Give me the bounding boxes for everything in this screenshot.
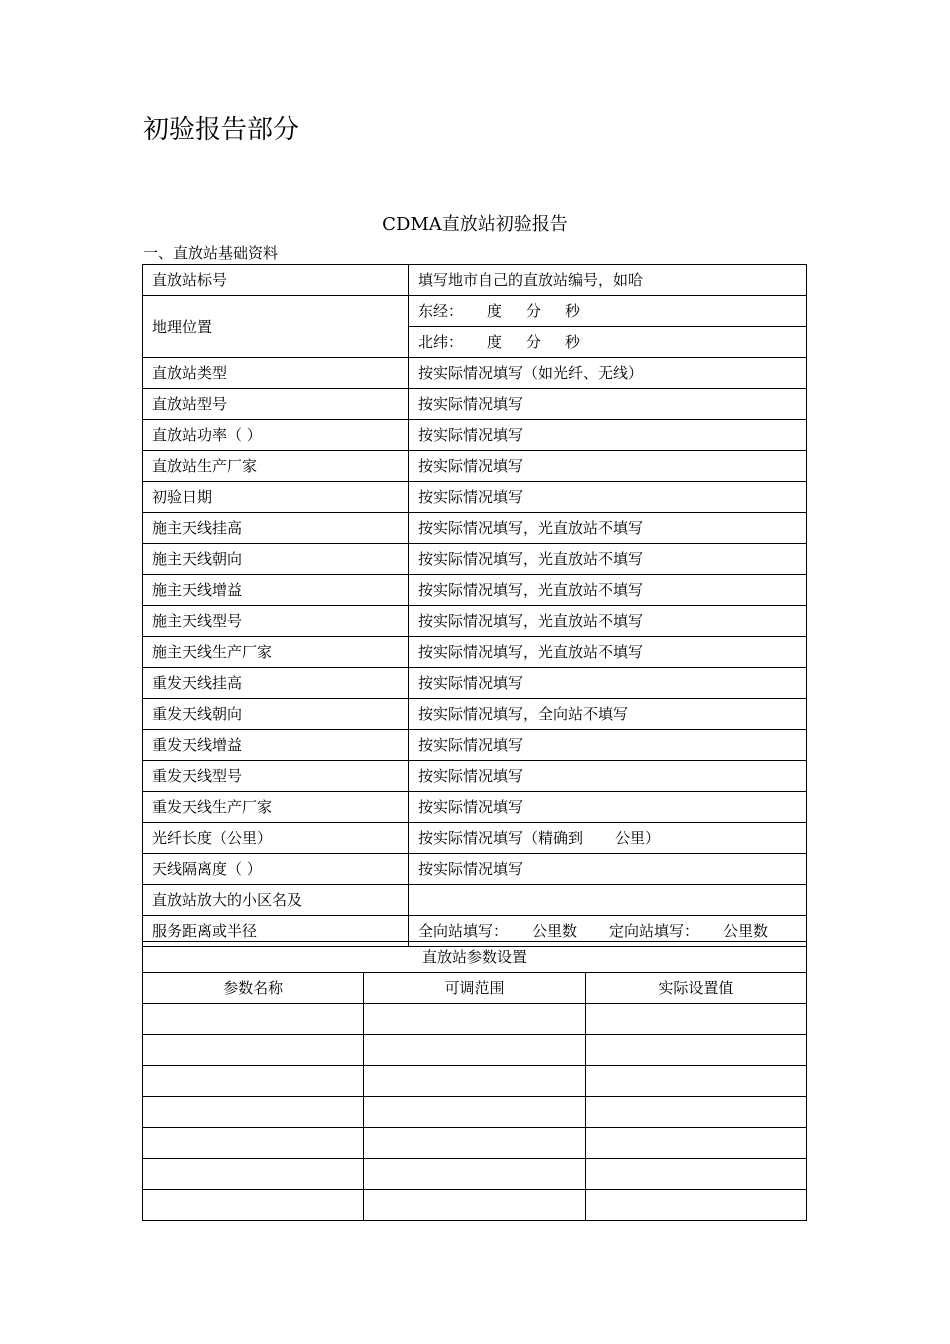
report-title: CDMA直放站初验报告	[382, 214, 568, 235]
field-value	[409, 885, 807, 916]
field-value-text: 按实际情况填写（精确到	[418, 829, 584, 847]
table-cell	[585, 1190, 806, 1221]
field-value: 按实际情况填写	[409, 482, 807, 513]
table-row	[143, 1128, 807, 1159]
field-value: 按实际情况填写，光直放站不填写	[409, 637, 807, 668]
column-header: 可调范围	[364, 973, 585, 1004]
field-label: 初验日期	[143, 482, 409, 513]
table-cell	[585, 1159, 806, 1190]
field-value: 按实际情况填写	[409, 420, 807, 451]
table-row	[143, 761, 807, 792]
degree-unit: 度	[487, 333, 503, 351]
longitude-value	[409, 296, 807, 327]
table-row	[143, 668, 807, 699]
table-row	[143, 544, 807, 575]
table-header-row	[143, 973, 807, 1004]
table-cell	[585, 1097, 806, 1128]
basic-info-table	[142, 264, 807, 947]
parameter-settings-table	[142, 941, 807, 1221]
table-row	[143, 1190, 807, 1221]
field-value: 按实际情况填写	[409, 389, 807, 420]
field-value: 填写地市自己的直放站编号，如哈	[409, 265, 807, 296]
table-row	[143, 389, 807, 420]
table-row	[143, 513, 807, 544]
field-label: 直放站功率（ ）	[143, 420, 409, 451]
table-row	[143, 792, 807, 823]
table-cell	[585, 1128, 806, 1159]
directional-unit: 公里数	[723, 922, 769, 940]
field-label: 重发天线型号	[143, 761, 409, 792]
table-row	[143, 730, 807, 761]
latitude-prefix: 北纬：	[418, 333, 464, 351]
field-label: 直放站类型	[143, 358, 409, 389]
table-cell	[364, 1128, 585, 1159]
second-unit: 秒	[565, 302, 581, 320]
table-cell	[143, 1128, 364, 1159]
parameter-table-title: 直放站参数设置	[143, 942, 807, 973]
table-row	[143, 606, 807, 637]
table-cell	[143, 1097, 364, 1128]
field-value: 按实际情况填写	[409, 792, 807, 823]
table-cell	[143, 1004, 364, 1035]
table-cell	[364, 1066, 585, 1097]
minute-unit: 分	[526, 333, 542, 351]
table-row	[143, 1066, 807, 1097]
table-cell	[364, 1190, 585, 1221]
table-row	[143, 823, 807, 854]
table-cell	[364, 1035, 585, 1066]
table-cell	[364, 1159, 585, 1190]
directional-label: 定向站填写：	[609, 922, 700, 940]
field-value-unit: 公里）	[615, 829, 661, 847]
table-row	[143, 265, 807, 296]
field-value: 按实际情况填写	[409, 761, 807, 792]
table-cell	[585, 1035, 806, 1066]
field-value	[409, 823, 807, 854]
table-row	[143, 575, 807, 606]
table-cell	[585, 1066, 806, 1097]
field-value: 按实际情况填写，光直放站不填写	[409, 606, 807, 637]
table-cell	[143, 1035, 364, 1066]
field-value: 按实际情况填写	[409, 668, 807, 699]
field-label: 天线隔离度（ ）	[143, 854, 409, 885]
omni-label: 全向站填写：	[418, 922, 509, 940]
page-heading: 初验报告部分	[143, 115, 300, 145]
field-label: 直放站生产厂家	[143, 451, 409, 482]
table-cell	[143, 1066, 364, 1097]
table-row	[143, 1035, 807, 1066]
column-header: 实际设置值	[585, 973, 806, 1004]
table-row	[143, 1159, 807, 1190]
table-row	[143, 885, 807, 916]
section-heading: 一、直放站基础资料	[143, 244, 279, 262]
field-label: 服务距离或半径	[143, 916, 409, 947]
field-label: 重发天线增益	[143, 730, 409, 761]
field-value: 按实际情况填写，光直放站不填写	[409, 575, 807, 606]
field-value: 按实际情况填写	[409, 451, 807, 482]
field-value: 按实际情况填写，光直放站不填写	[409, 544, 807, 575]
omni-unit: 公里数	[532, 922, 578, 940]
field-label: 重发天线朝向	[143, 699, 409, 730]
field-value: 按实际情况填写，全向站不填写	[409, 699, 807, 730]
field-value: 按实际情况填写（如光纤、无线）	[409, 358, 807, 389]
field-label: 施主天线朝向	[143, 544, 409, 575]
table-row	[143, 358, 807, 389]
field-value: 按实际情况填写	[409, 730, 807, 761]
field-label: 施主天线增益	[143, 575, 409, 606]
longitude-prefix: 东经：	[418, 302, 464, 320]
column-header: 参数名称	[143, 973, 364, 1004]
table-cell	[143, 1190, 364, 1221]
field-label: 光纤长度（公里）	[143, 823, 409, 854]
table-row	[143, 942, 807, 973]
table-row	[143, 699, 807, 730]
table-row	[143, 1004, 807, 1035]
table-cell	[143, 1159, 364, 1190]
field-label: 直放站放大的小区名及	[143, 885, 409, 916]
table-row	[143, 451, 807, 482]
field-label: 重发天线生产厂家	[143, 792, 409, 823]
field-label: 直放站型号	[143, 389, 409, 420]
latitude-value	[409, 327, 807, 358]
table-row	[143, 482, 807, 513]
table-cell	[364, 1004, 585, 1035]
table-row	[143, 637, 807, 668]
table-cell	[364, 1097, 585, 1128]
field-label: 施主天线型号	[143, 606, 409, 637]
second-unit: 秒	[565, 333, 581, 351]
field-value: 按实际情况填写，光直放站不填写	[409, 513, 807, 544]
degree-unit: 度	[487, 302, 503, 320]
table-row	[143, 1097, 807, 1128]
table-row	[143, 296, 807, 327]
field-label: 地理位置	[143, 296, 409, 358]
field-label: 直放站标号	[143, 265, 409, 296]
table-row	[143, 854, 807, 885]
field-label: 重发天线挂高	[143, 668, 409, 699]
field-label: 施主天线生产厂家	[143, 637, 409, 668]
field-value: 按实际情况填写	[409, 854, 807, 885]
minute-unit: 分	[526, 302, 542, 320]
table-cell	[585, 1004, 806, 1035]
field-label: 施主天线挂高	[143, 513, 409, 544]
table-row	[143, 420, 807, 451]
